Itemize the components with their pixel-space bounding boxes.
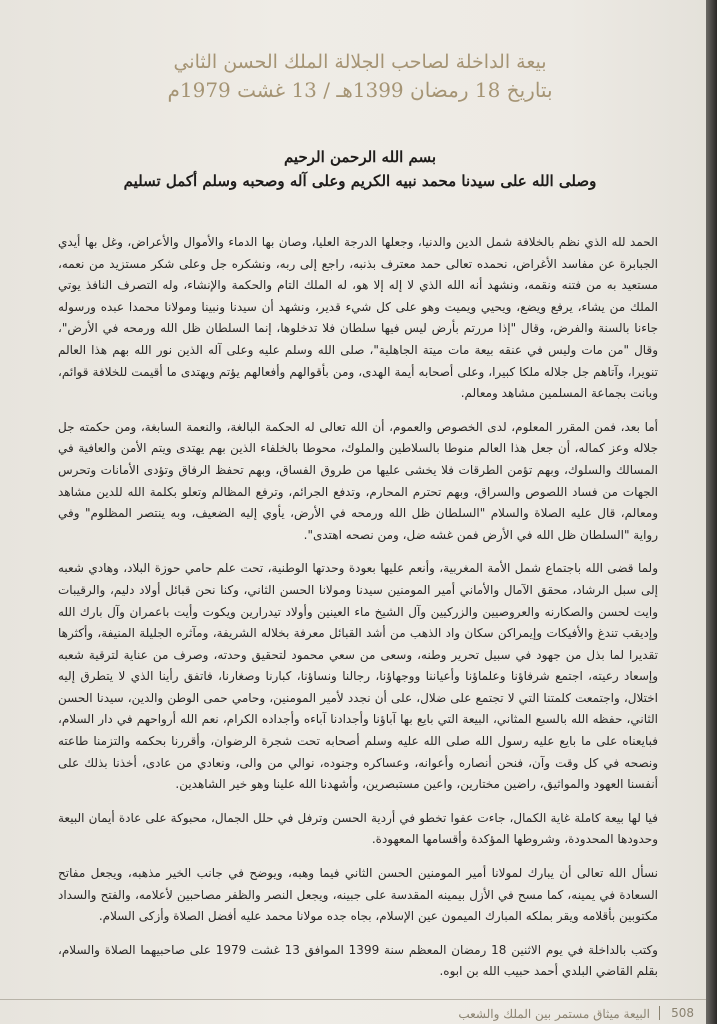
page-footer xyxy=(0,999,706,1024)
page-number: 508 xyxy=(671,1006,694,1020)
document-title-line-1: بيعة الداخلة لصاحب الجلالة الملك الحسن الثاني xyxy=(173,51,547,73)
page-edge-shadow xyxy=(706,0,717,1024)
paragraph-pledge: ولما قضى الله باجتماع شمل الأمة المغربية، وأنعم عليها بعودة وحدتها الوطنية، تحت علم حامي حوزة البلاد، وهادي شعبه إلى سبل الرشاد، محقق الآمال والأماني أمير المومنين سيدنا ومولانا الحسن الثاني، وكنا نحن قبائل أولاد دليم، والرقيبات وايت لحسن والصكارنه والعروصيين والزركيين وآل الشيخ ماء العينين وأولاد تيدرارين ويكوت وأيت باعمران وآل بارك الله وإديقب تندغ والأفيكات وإيمراكن سكان واد الذهب من أشد القبائل معرفة بخلاله الشريفة، ومآثره الجليلة المنيفة، وأكثرها تقديرا لما بذل من جهود في سبيل تحرير وطنه، وسعى من سعي محمود لتحقيق وحدته، وصرف من عناية لترقية شعبه وإسعاد رعيته، اجتمع شرفاؤنا وعلماؤنا وأعياننا ووجهاؤنا، رجالنا ونساؤنا، كبارنا وصغارنا، فاتفق رأينا الذي لا يتطرق إليه اختلال، واجتمعت كلمتنا التي لا تجتمع على ضلال، على أن نجدد لأمير المومنين، وحامي حمى الوطن والدين، سيدنا الحسن الثاني، حفظه الله بالسبع المثاني، البيعة التي بايع بها آباؤنا وأجدادنا آباءه وأجداده الكرام، نعم الله أرواحهم في دار السلام، فبايعناه على ما بايع عليه رسول الله صلى الله عليه وسلم أصحابه تحت شجرة الرضوان، وأقررنا بحكمه والتزمنا طاعته ونصحه في كل وقت وآن، فنحن أنصاره وأعوانه، وعساكره وجنوده، نوالي من والى، ونعادي من عادى، أخذنا بذلك على أنفسنا العهود والمواثيق، راضين مختارين، واعين مستبصرين، وأشهدنا الله علينا وهو خير الشاهدين. xyxy=(58,561,658,792)
basmala-line-2: وصلى الله على سيدنا محمد نبيه الكريم وعلى آله وصحبه وسلم أكمل تسليم xyxy=(123,172,597,190)
basmala-line-1: بسم الله الرحمن الرحيم xyxy=(283,148,437,166)
document-body xyxy=(58,232,658,995)
paragraph-praise: الحمد لله الذي نظم بالخلافة شمل الدين والدنيا، وجعلها الدرجة العليا، وصان بها الدماء والأموال والأعراض، وغل بها أيدي الجبابرة عن مفاسد الأغراض، نحمده تعالى حمد معترف بذنبه، راجع إلى ربه، ونشكره جل وعلى شكر مستزيد من نعمه، مستعيد به من فتنه ونقمه، ونشهد أنه الله الذي لا إله إلا هو، له الملك التام والحكمة والإنشاء، وله التصرف النافذ يوتي الملك من يشاء، يرفع ويضع، ويحيي ويميت وهو على كل شيء قدير، ونشهد أن سيدنا ونبينا ومولانا محمدا عبده ورسوله جاءنا بالسنة والفرض، وقال "إذا مررتم بأرض ليس فيها سلطان فلا تدخلوها، إنما السلطان ظل الله ورمحه في الأرض"، وقال "من مات وليس في عنقه بيعة مات ميتة الجاهلية"، صلى الله وسلم عليه وعلى آله الذين نور الله بهم هذا العالم تنويرا، وآتاهم جل جلاله ملكا كبيرا، وعلى أصحابه أيمة الهدى، ومن بأقوالهم وأفعالهم يؤتم ويهتدى ما أقيمت للخلافة قوائم، وبانت بجماعة المسلمين مشاهد ومعالم. xyxy=(58,235,658,401)
footer-book-title: البيعة ميثاق مستمر بين الملك والشعب xyxy=(458,1007,650,1021)
document-title-line-2: بتاريخ 18 رمضان 1399هـ / 13 غشت 1979م xyxy=(167,78,553,102)
paragraph-signature: وكتب بالداخلة في يوم الاثنين 18 رمضان المعظم سنة 1399 الموافق 13 غشت 1979 على صاحبيهما الصلاة والسلام، بقلم القاضي البلدي أحمد حبيب الله بن ابوه. xyxy=(58,942,658,979)
paragraph-introduction: أما بعد، فمن المقرر المعلوم، لدى الخصوص والعموم، أن الله تعالى له الحكمة البالغة، والنعمة السابغة، ومن حكمته جل جلاله وعز كماله، أن جعل هذا العالم منوطا بالسلاطين والملوك، محوطا بالخلفاء الذين بهم يهتدى ويتم الأمن والعافية في المسالك والسلوك، وبهم تؤمن الطرقات فلا يخشى عليها من طروق الفساق، وبهم تحفظ الرفاق وتؤدى الأمانات وتحرس الجهات من فساد اللصوص والسراق، وبهم تحترم المحارم، وتدفع الجرائم، وترفع المظالم وتعلو بكلمة الله للدين مشاهد ومعالم، قال عليه الصلاة والسلام "السلطان ظل الله ورمحه في الأرض، يأوي إليه الضعيف، وبه ينتصر المظلوم" وفي رواية "السلطان ظل الله في الأرض فمن غشه ضل، ومن نصحه اهتدى". xyxy=(58,419,658,542)
paragraph-praise-of-pledge: فيا لها بيعة كاملة غاية الكمال، جاءت عفوا تخطو في أردية الحسن وترفل في حلل الجمال، محبوكة على عادة أيمان البيعة وحدودها المحدودة، وشروطها المؤكدة وأقسامها المعهودة. xyxy=(58,810,658,847)
footer-separator xyxy=(659,1006,660,1020)
paragraph-supplication: نسأل الله تعالى أن يبارك لمولانا أمير المومنين الحسن الثاني فيما وهبه، ويوضح في جانب الخير مذهبه، ويجعل مفاتح السعادة في يمينه، كما مسح في الأزل بيمينه المقدسة على جبينه، ويجعل النصر والظفر مصاحبين لأعلامه، والفتح والسداد مكتوبين بأقلامه ويقر بملكه المبارك الميمون عين الإسلام، بجاه جده مولانا محمد عليه أفضل الصلاة وأزكى السلام. xyxy=(58,866,658,924)
